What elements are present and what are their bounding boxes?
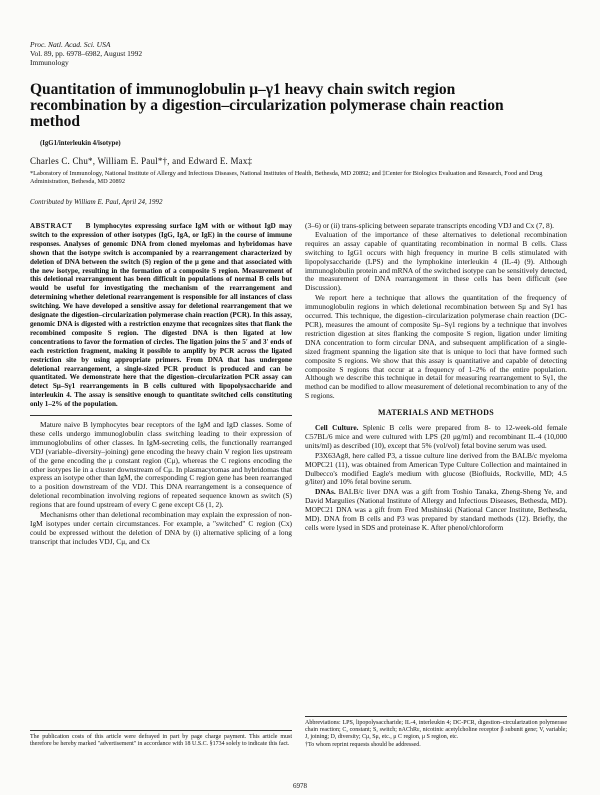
methods-paragraph [305,424,567,451]
journal-header [30,40,142,67]
right-column [305,222,567,534]
abbreviations: Abbreviations: LPS, lipopolysaccharide; IL-4, interleukin 4; DC-PCR, digestion–circularization polymerase chain reaction; C, constant; S, switch; nAChRε, nicotinic acetylcholine receptor β subunit gene; V, variable; J, joining; D, diversity; Cμ, Sμ, etc., μ C region, μ S region, etc. [305,720,567,741]
body-paragraph: We report here a technique that allows the quantitation of the frequency of immunoglobulin regions in which deletional recombination between Sμ and Sγ1 has occurred. This technique, the digestion–circularization polymerase chain reaction (DC-PCR), measures the amount of composite Sμ–Sγ1 regions by a technique that involves restriction digestion at sites flanking the composite S region, ligation under limiting DNA concentration to form circular DNA, and subsequent amplification of a single-sized fragment spanning the ligation site that is unique to loci that have formed such composite S regions. We show that this assay is quantitative and capable of detecting composite S regions that occur at a frequency of 1–2% of the entire population. Although we describe this technique in detail for measuring rearrangement to Sγ1, the method can be modified to allow measurement of deletional recombination to any of the S regions. [305,293,567,401]
journal-volume: Vol. 89, pp. 6978–6982, August 1992 [30,49,143,58]
abstract-label: ABSTRACT [30,222,73,230]
left-column [30,222,292,548]
authors: Charles C. Chu*, William E. Paul*†, and Edward E. Max‡ [30,156,253,166]
methods-text: BALB/c liver DNA was a gift from Toshio Tanaka, Zheng-Sheng Ye, and David Margulies (National Institute of Allergy and Infectious Diseases, Bethesda, MD). MOPC21 DNA was a gift from Fred Mushinski (National Cancer Institute, Bethesda, MD). DNA from B cells and P3 was prepared by standard methods (12). Briefly, the cells were lysed in SDS and proteinase K. After phenol/chloroform [305,487,567,532]
paper-title: Quantitation of immunoglobulin μ–γ1 heavy chain switch region recombination by a digestion–circularization polymerase chain reaction method [30,81,504,130]
run-in-heading: DNAs. [315,487,336,497]
methods-text: here called P3, a tissue culture line derived from the BALB/c myeloma MOPC21 (11), was obtained from American Type Culture Collection and maintained in Dulbecco's modified Eagle's medium with glucose (Biofluids, Rockville, MD; 4.5 g/liter) and 10% fetal bovine serum. [305,450,567,487]
body-paragraph: Mature naive B lymphocytes bear receptors of the IgM and IgD classes. Some of these cells undergo immunoglobulin class switching leading to their expression of immunoglobulins of other classes. In IgM-secreting cells, the functionally rearranged VDJ (variable–diversity–joining) gene encoding the heavy chain V region lies upstream of the gene encoding the μ constant region (Cμ), whereas the C regions encoding the other isotypes lie in a cluster downstream of Cμ. In plasmacytomas and hybridomas that express an isotype other than IgM, the corresponding C region gene has been rearranged to a position downstream of the VDJ. This DNA rearrangement is a consequence of deletional recombination involving regions of repeated sequence known as switch (S) regions that are found upstream of every C gene except Cδ (1, 2). [30,420,292,510]
run-in-heading: P3X63Ag8, [315,450,351,460]
keywords: (IgG1/interleukin 4/isotype) [40,140,121,147]
journal-section: Immunology [30,58,69,67]
journal-name: Proc. Natl. Acad. Sci. USA [30,40,111,49]
abstract [30,222,292,409]
abstract-text: B lymphocytes expressing surface IgM with or without IgD may switch to the expression of other isotypes (IgG, IgA, or IgE) in the course of immune responses. Analyses of genomic DNA from cloned myelomas and hybridomas have shown that the isotype switch is accompanied by a rearrangement characterized by deletion of DNA between the switch (S) region of the μ gene and that associated with the new isotype, resulting in the formation of a composite S region. Measurement of this deletional rearrangement has been difficult in populations of normal B cells but would be useful for investigating the mechanism of the rearrangement and determining whether deletional rearrangement is responsible for all instances of class switching. We have developed a sensitive assay for deletional rearrangement that we designate the digestion–circularization polymerase chain reaction (PCR). In this assay, genomic DNA is digested with a restriction enzyme that recognizes sites that flank the recombined composite S region. The digested DNA is then ligated at low concentrations to favor the formation of circles. The ligation joins the 5′ and 3′ ends of each restriction fragment, making it possible to amplify by PCR across the ligated restriction site by using appropriate primers. From DNA that has undergone deletional rearrangement, a single-sized PCR product is produced and can be quantitated. We demonstrate here that the digestion–circularization PCR assay can detect Sμ–Sγ1 rearrangements in B cells cultured with lipopolysaccharide and interleukin 4. The assay is sensitive enough to quantitate switched cells constituting only 1–2% of the population. [30,222,292,409]
page-number: 6978 [293,782,307,790]
body-paragraph: Evaluation of the importance of these alternatives to deletional recombination requires an assay capable of quantitating recombination in normal B cells. Class switching to IgG1 occurs with high frequency in murine B cells stimulated with lipopolysaccharide (LPS) and the lymphokine interleukin 4 (IL-4) (9). Although immunoglobulin protein and mRNA of the switched isotype can be sensitively detected, the measurement of DNA rearrangement in these cells has been difficult (see Discussion). [305,229,567,293]
methods-paragraph [305,452,567,488]
methods-text: Splenic B cells were prepared from 8- to 12-week-old female C57BL/6 mice and were cultured with LPS (20 μg/ml) and recombinant IL-4 (10,000 units/ml) as described (10), except that 5% (vol/vol) fetal bovine serum was used. [305,423,567,450]
methods-heading: MATERIALS AND METHODS [378,408,494,418]
contributed-by: Contributed by William E. Paul, April 24, 1992 [30,198,163,206]
abstract-divider [30,415,292,416]
affiliation: *Laboratory of Immunology, National Institute of Allergy and Infectious Diseases, National Institutes of Health, Bethesda, MD 20892; and ‡Center for Biologics Evaluation and Research, Food and Drug Administration, Bethesda, MD 20892 [30,170,543,185]
abbreviations-footnote [305,716,567,749]
methods-paragraph [305,488,567,533]
body-paragraph: (3–6) or (ii) trans-splicing between separate transcripts encoding VDJ and Cx (7, 8). [305,221,555,230]
body-paragraph: Mechanisms other than deletional recombination may explain the expression of non-IgM isotypes under certain circumstances. For example, a "switched" C region (Cx) could be expressed without the deletion of DNA by (i) alternative splicing of a long transcript that includes VDJ, Cμ, and Cx [30,510,292,546]
run-in-heading: Cell Culture. [315,423,359,433]
reprint-note: †To whom reprint requests should be addressed. [305,741,421,748]
publication-cost-footnote: The publication costs of this article were defrayed in part by page charge payment. This article must therefore be hereby marked "advertisement" in accordance with 18 U.S.C. §1734 solely to indicate this fact. [30,730,292,748]
